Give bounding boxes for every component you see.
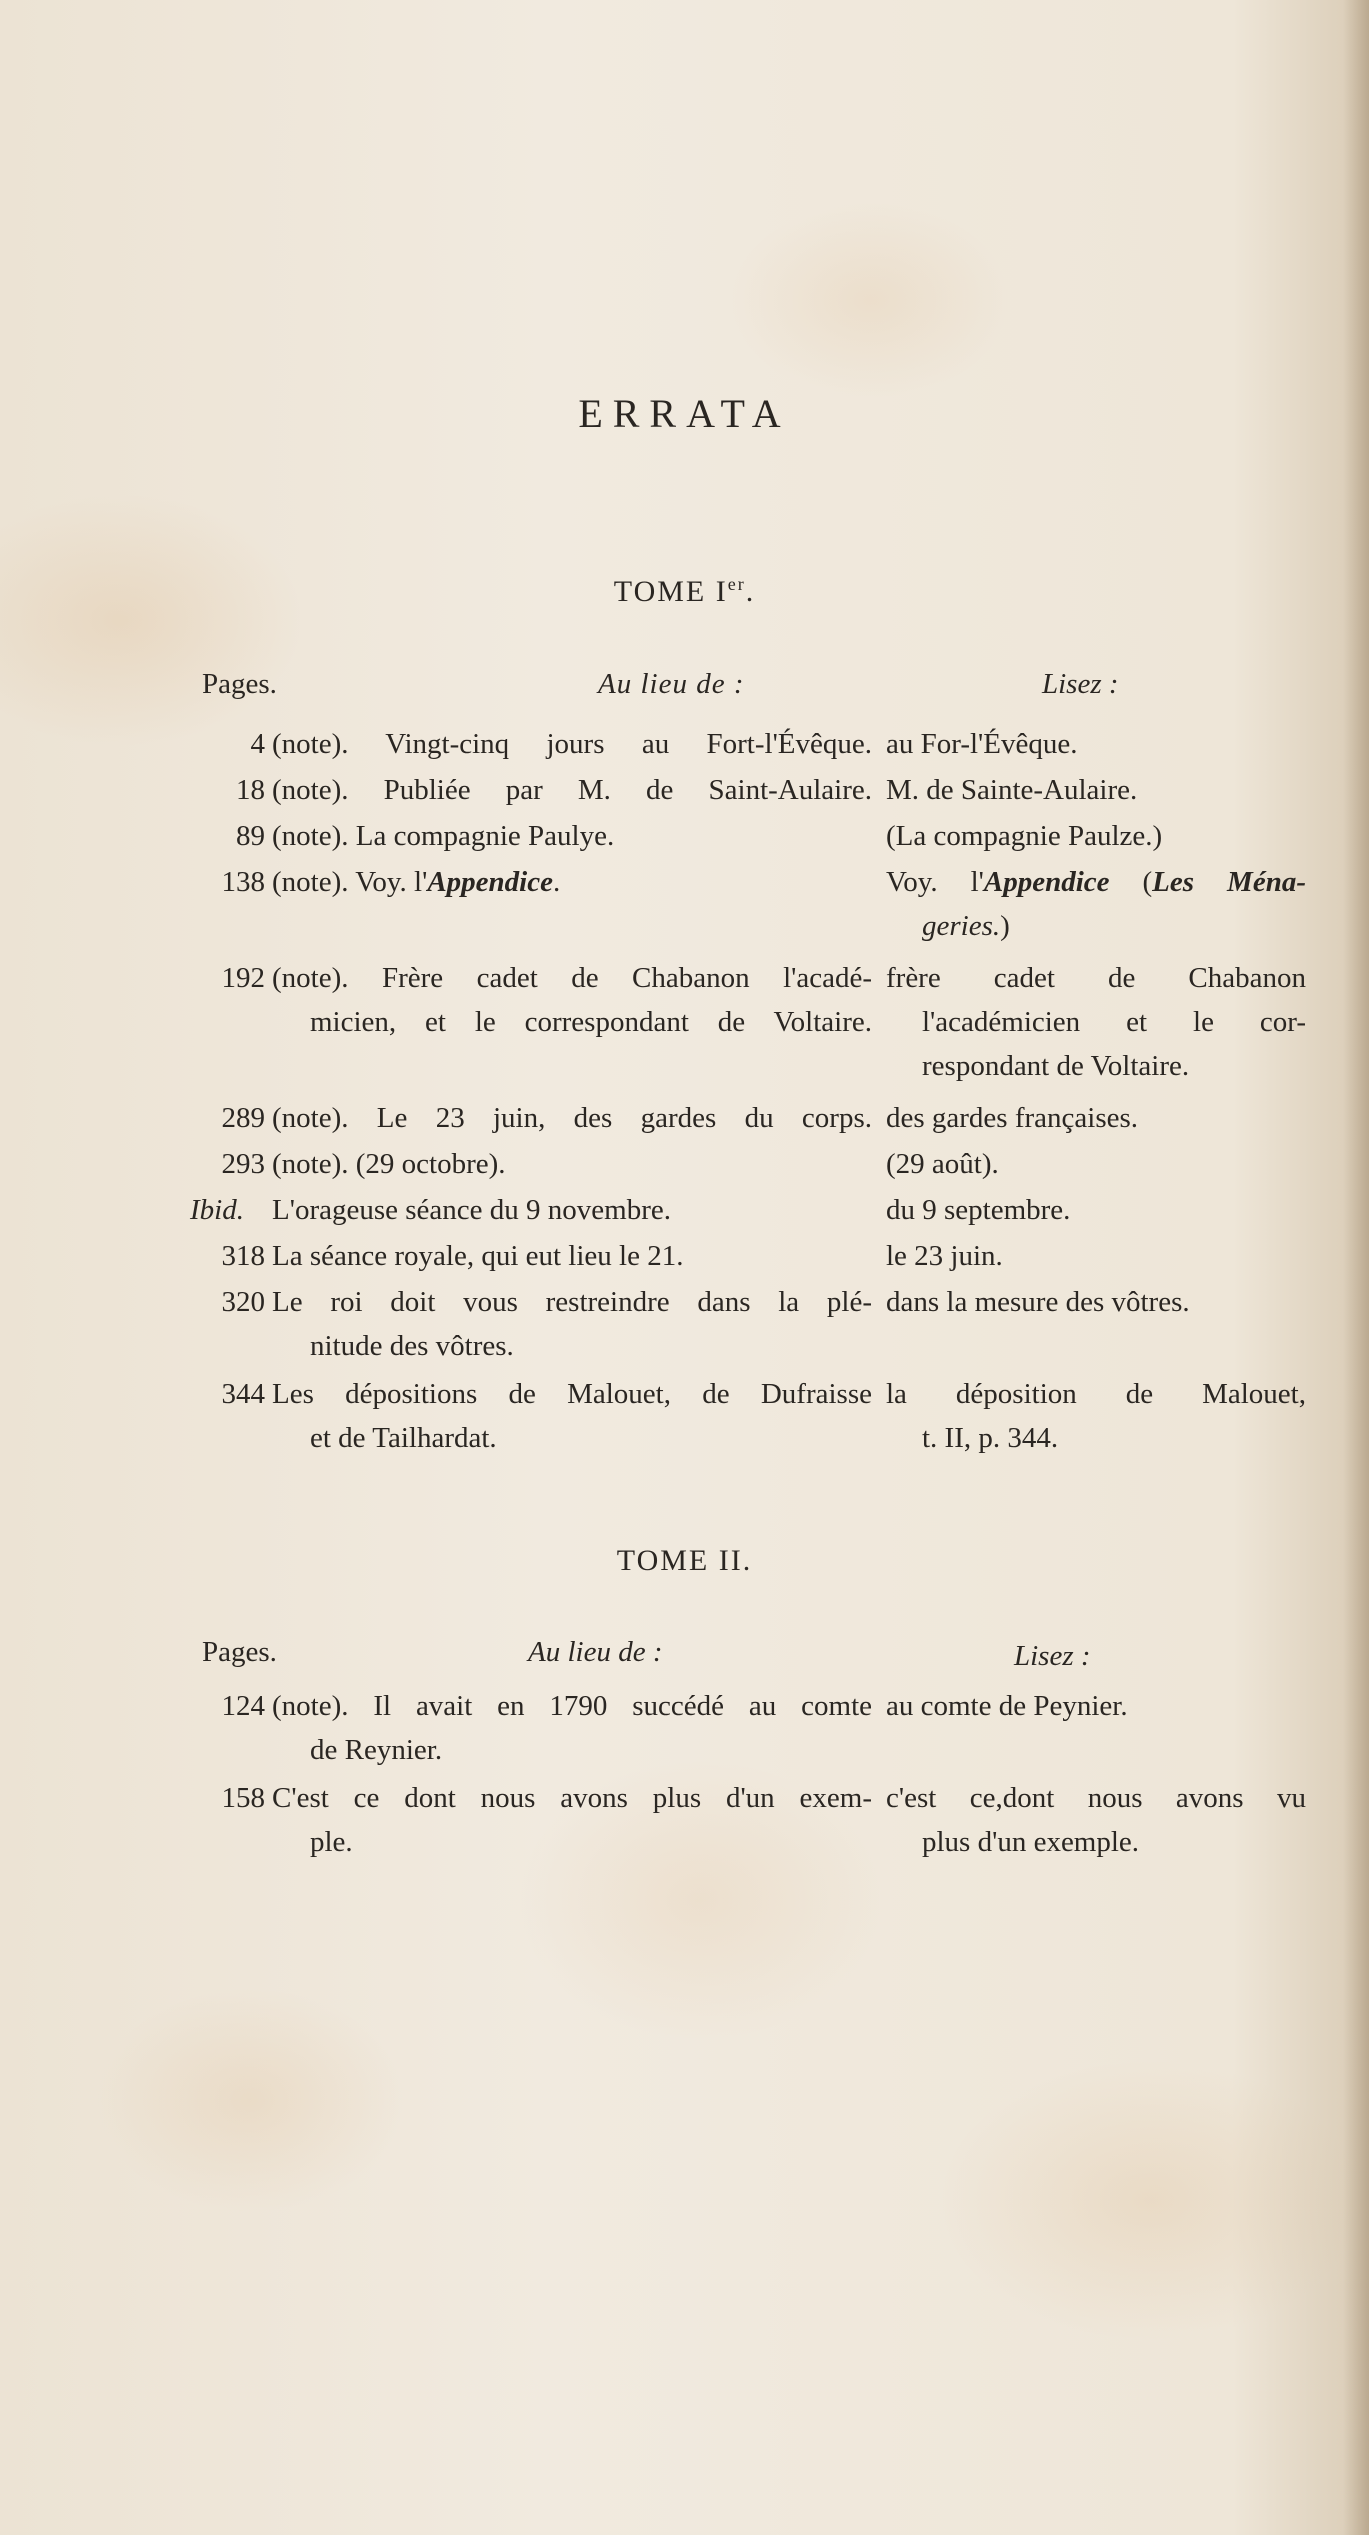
tome2-col-pages: Pages. (202, 1636, 277, 1668)
tome1-col-lisez: Lisez : (1042, 668, 1119, 700)
wrong-text: (note). Voy. l'Appendice. (272, 866, 561, 898)
wrong-text: La séance royale, qui eut lieu le 21. (272, 1240, 684, 1272)
correct-text: Voy. l'Appendice (Les Ména- geries.) (886, 866, 1306, 942)
wrong-text: (note). Vingt-cinq jours au Fort-l'Évêque. (272, 728, 872, 760)
correct-text: la déposition de Malouet, t. II, p. 344. (886, 1378, 1306, 1454)
tome2-col-lisez: Lisez : (1014, 1640, 1091, 1672)
wrong-text: C'est ce dont nous avons plus d'un exem- ple. (272, 1782, 872, 1858)
page-number: 318 (221, 1240, 265, 1272)
correct-text: du 9 septembre. (886, 1194, 1071, 1226)
page-number: 320 (221, 1286, 265, 1318)
page-number: 192 (221, 962, 265, 994)
page-title: ERRATA (578, 391, 791, 436)
correct-text: dans la mesure des vôtres. (886, 1286, 1190, 1318)
page-number: 158 (221, 1782, 265, 1814)
tome1-col-pages: Pages. (202, 668, 277, 700)
tome1-col-au-lieu: Au lieu de : (598, 668, 745, 700)
tome1-heading: TOME Ier. (613, 574, 756, 608)
page-number: Ibid. (190, 1194, 244, 1226)
page-number: 293 (221, 1148, 265, 1180)
book-spine-shadow (1343, 0, 1369, 2535)
wrong-text: Les dépositions de Malouet, de Dufraisse et de Tailhardat. (272, 1378, 872, 1454)
page-number: 124 (221, 1690, 265, 1722)
correct-text: (29 août). (886, 1148, 999, 1180)
wrong-text: L'orageuse séance du 9 novembre. (272, 1194, 671, 1226)
wrong-text: (note). Frère cadet de Chabanon l'acadé- micien, et le correspondant de Voltaire. (272, 962, 872, 1038)
correct-text: (La compagnie Paulze.) (886, 820, 1163, 852)
page-number: 344 (221, 1378, 265, 1410)
wrong-text: (note). La compagnie Paulye. (272, 820, 615, 852)
page-number: 89 (236, 820, 265, 852)
wrong-text: (note). Il avait en 1790 succédé au comte de Reynier. (272, 1690, 872, 1766)
correct-text: c'est ce,dont nous avons vu plus d'un exemple. (886, 1782, 1306, 1858)
correct-text: M. de Sainte-Aulaire. (886, 774, 1138, 806)
page-number: 289 (221, 1102, 265, 1134)
wrong-text: Le roi doit vous restreindre dans la plé- nitude des vôtres. (272, 1286, 872, 1362)
correct-text: le 23 juin. (886, 1240, 1003, 1272)
tome2-col-au-lieu: Au lieu de : (528, 1636, 663, 1668)
correct-text: des gardes françaises. (886, 1102, 1139, 1134)
wrong-text: (note). Le 23 juin, des gardes du corps. (272, 1102, 872, 1134)
page-number: 138 (221, 866, 265, 898)
wrong-text: (note). (29 octobre). (272, 1148, 506, 1180)
page-number: 4 (250, 728, 265, 760)
page-number: 18 (236, 774, 265, 806)
correct-text: frère cadet de Chabanon l'académicien et le cor- respondant de Voltaire. (886, 962, 1306, 1082)
wrong-text: (note). Publiée par M. de Saint-Aulaire. (272, 774, 872, 806)
correct-text: au For-l'Évêque. (886, 728, 1078, 760)
correct-text: au comte de Peynier. (886, 1690, 1128, 1722)
tome2-heading: TOME II. (616, 1544, 753, 1577)
